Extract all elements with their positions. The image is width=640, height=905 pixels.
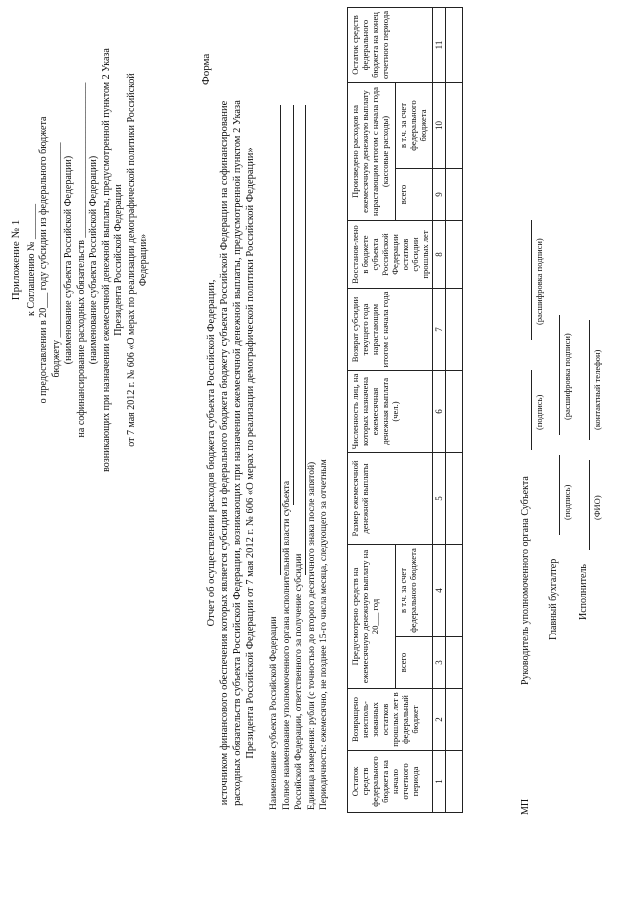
data-cell: [446, 83, 463, 169]
data-cell: [446, 8, 463, 83]
subject-name-line: [280, 105, 281, 575]
chief-accountant-label: Главный бухгалтер: [548, 558, 559, 640]
subheader-cell: в т.ч. за счет федерального бюджета: [395, 83, 432, 169]
subheader-cell: в т.ч. за счет федерального бюджета: [395, 545, 432, 637]
annex-line: от 7 мая 2012 г. № 606 «О мерах по реализации демографической политики Российской: [125, 73, 137, 447]
authority-line: [305, 105, 306, 575]
header-cell: Остаток средств федерального бюджета на начало отчетного периода: [348, 751, 433, 813]
data-cell: [446, 689, 463, 751]
title-line: источником финансового обеспечения которых является субсидия из федерального бюджета бюджету субъекта Российской Федерации на софинансирование: [219, 100, 230, 806]
units-label: Единица измерения: рубли (с точностью до второго десятичного знака после запятой): [306, 461, 317, 810]
executor-phone-line: [589, 320, 590, 440]
annex-line: к Соглашению № _______: [25, 204, 37, 316]
data-cell: [446, 545, 463, 637]
column-number: 5: [433, 453, 446, 545]
head-label: Руководитель уполномоченного органа Субъекта: [520, 476, 531, 685]
authority-label: Российской Федерации, ответственного за получение субсидии: [294, 553, 304, 810]
header-cell: Размер ежемесячной денежной выплаты: [348, 453, 433, 545]
head-decode-caption: (расшифровка подписи): [534, 238, 544, 325]
title-line: Президента Российской Федерации от 7 мая 2012 г. № 606 «О мерах по реализации демографической политики Российской Федерации»: [245, 147, 256, 759]
title-line: Отчет об осуществлении расходов бюджета субъекта Российской Федерации,: [206, 279, 217, 627]
chief-decode-line: [559, 315, 560, 435]
header-cell: Возвращено неисполь-зованных остатков прошлых лет в федеральный бюджет: [348, 689, 433, 751]
header-cell: Предусмотрено средств на ежемесячную денежную выплату на 20___ год: [348, 545, 396, 689]
report-meta: [268, 310, 331, 810]
data-cell: [446, 751, 463, 813]
table-data-row: [446, 8, 463, 813]
annex-title: Приложение № 1: [10, 219, 22, 301]
header-cell: Восстанов-лено в бюджете субъекта Российской Федерации остатков субсидии прошлых лет: [348, 221, 433, 289]
subheader-cell: всего: [395, 169, 432, 221]
head-sign-line: [531, 370, 532, 450]
data-cell: [446, 221, 463, 289]
annex-line: на софинансирование расходных обязательств _______________________________: [75, 82, 87, 438]
chief-sign-caption: (подпись): [562, 484, 572, 520]
annex-line: о предоставлении в 20___ году субсидии из федерального бюджета: [38, 116, 49, 404]
report-title: [205, 43, 257, 863]
chief-decode-caption: (расшифровка подписи): [562, 333, 572, 420]
annex-header: [10, 25, 151, 495]
column-number-row: [433, 8, 446, 813]
form-label: Форма: [200, 53, 212, 85]
annex-line: бюджету _______________________________________: [50, 142, 62, 378]
column-number: 7: [433, 289, 446, 371]
title-line: расходных обязательств субъекта Российской Федерации, возникающих при назначении ежемесячной денежной выплаты, предусмотренной пунктом 2 Указа: [232, 100, 243, 806]
header-cell: Возврат субсидии текущего года нарастающим итогом с начала года: [348, 289, 433, 371]
report-table: [347, 7, 463, 813]
column-number: 9: [433, 169, 446, 221]
header-cell: Численность лиц, на которых назначена ежемесячная денежная выплата (чел.): [348, 371, 433, 453]
annex-line: Федерации»: [138, 233, 149, 287]
column-number: 2: [433, 689, 446, 751]
column-number: 4: [433, 545, 446, 637]
annex-line: возникающих при назначении ежемесячной денежной выплаты, предусмотренной пунктом 2 Указа: [100, 48, 112, 472]
column-number: 10: [433, 83, 446, 169]
period-label: Периодичность: ежемесячно, не позднее 15-го числа месяца, следующего за отчетным: [319, 459, 329, 810]
header-cell: Остаток средств федерального бюджета на конец отчетного периода: [348, 8, 433, 83]
head-decode-line: [531, 220, 532, 340]
authority-label: Полное наименование уполномоченного органа исполнительной власти субъекта: [281, 480, 292, 810]
column-number: 11: [433, 8, 446, 83]
column-number: 1: [433, 751, 446, 813]
data-cell: [446, 453, 463, 545]
data-cell: [446, 637, 463, 689]
mp-label: МП: [520, 798, 531, 815]
annex-line: Президента Российской Федерации: [113, 184, 124, 336]
table-header-row: [348, 8, 396, 813]
subheader-cell: всего: [395, 637, 432, 689]
column-number: 8: [433, 221, 446, 289]
column-number: 3: [433, 637, 446, 689]
data-cell: [446, 371, 463, 453]
data-cell: [446, 289, 463, 371]
column-number: 6: [433, 371, 446, 453]
executor-label: Исполнитель: [578, 564, 589, 620]
annex-caption: (наименование субъекта Российской Федерации): [63, 155, 74, 365]
authority-line: [293, 105, 294, 505]
annex-caption: (наименование субъекта Российской Федерации): [88, 155, 99, 365]
executor-fio-caption: (ФИО): [592, 495, 602, 520]
header-cell: Произведено расходов на ежемесячную денежную выплату нарастающим итогом с начала года (кассовые расходы): [348, 83, 396, 221]
executor-phone-caption: (контактный телефон): [592, 349, 602, 430]
executor-fio-line: [589, 460, 590, 550]
chief-sign-line: [559, 455, 560, 535]
head-sign-caption: (подпись): [534, 394, 544, 430]
data-cell: [446, 169, 463, 221]
subject-name-label: Наименование субъекта Российской Федерации: [269, 616, 279, 810]
